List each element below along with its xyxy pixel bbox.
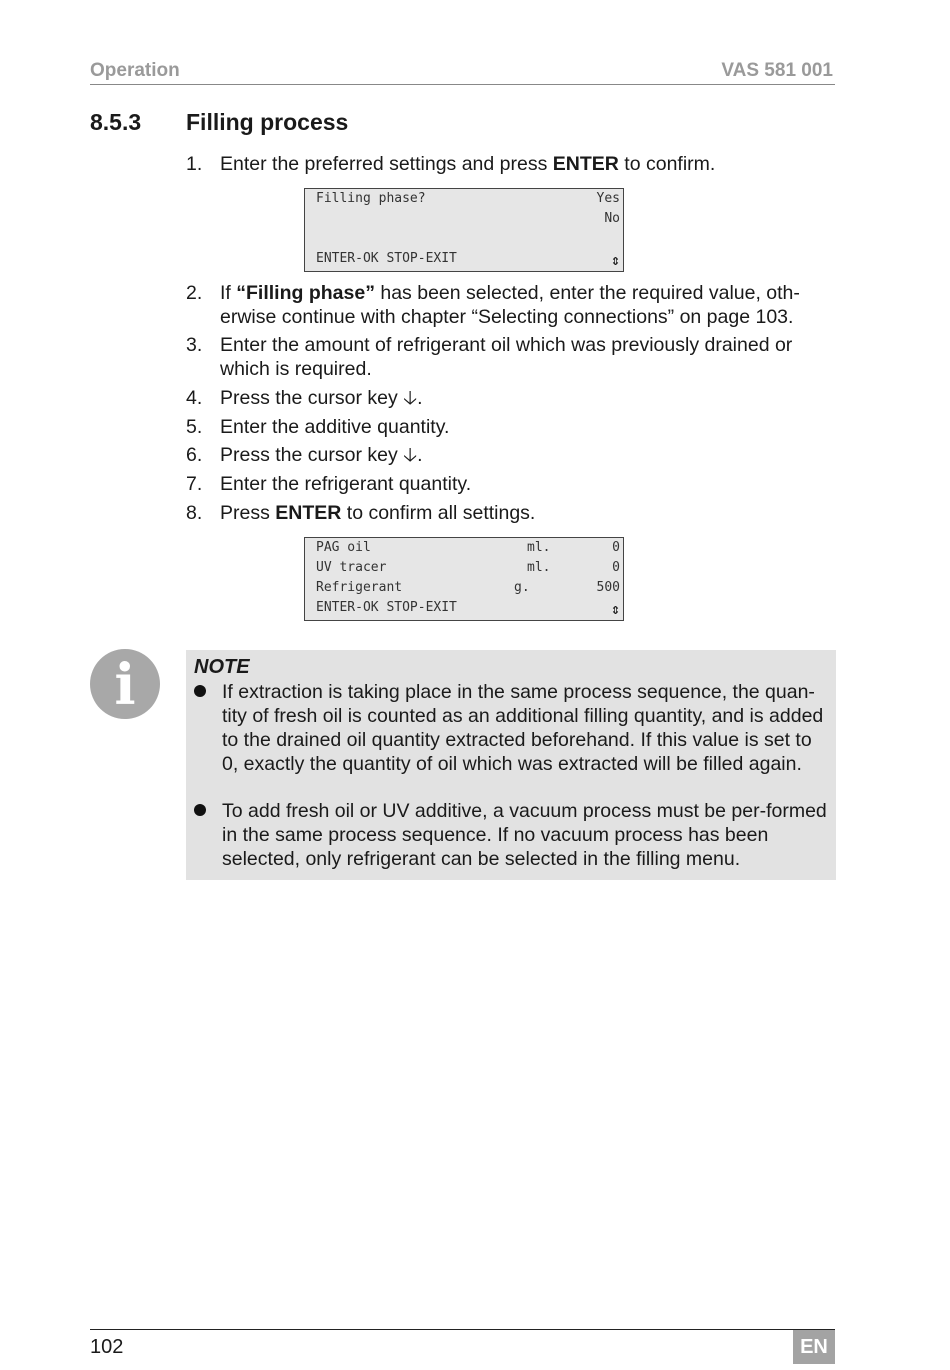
lcd-row: Refrigerant g. 500 [316,580,620,595]
language-badge: EN [793,1330,835,1364]
step-7: 7. Enter the refrigerant quantity. [186,473,472,495]
step-3: 3. Enter the amount of refrigerant oil which was previously drained or which is required. [186,334,793,380]
header-section: Operation [90,60,180,81]
note-title: NOTE [194,656,250,678]
note-bullet: If extraction is taking place in the same process sequence, the quan-tity of fresh oil is counted as an additional filling quantity, and is added to the drained oil quantity extracted beforehand. If this value is set to 0, exactly the quantity of oil which was extracted will be filled again. [194,680,830,776]
bullet-icon [194,685,206,697]
step-5: 5. Enter the additive quantity. [186,416,450,438]
step-8: 8. Press ENTER to confirm all settings. [186,502,536,524]
up-down-arrow-icon: ⇕ [610,251,620,269]
info-icon: i [90,649,160,719]
note-bullet: To add fresh oil or UV additive, a vacuum process must be per-formed in the same process sequence. If no vacuum process has been selected, only refrigerant can be selected in the filling menu. [194,799,830,871]
header-model: VAS 581 001 [721,60,833,81]
step-2: 2. If “Filling phase” has been selected, enter the required value, oth-erwise continue with chapter “Selecting connections” on page 103. [186,282,800,328]
lcd-row: Filling phase? Yes [316,191,620,206]
footer-divider [90,1329,835,1330]
step-6: 6. Press the cursor key 🡣. [186,444,423,466]
step-4: 4. Press the cursor key 🡣. [186,387,423,409]
lcd-row: No [604,211,620,226]
page-number: 102 [90,1336,124,1358]
lcd-filling-phase [304,188,624,272]
note-box [186,650,836,880]
lcd-footer: ENTER-OK STOP-EXIT [316,600,457,615]
lcd-row: UV tracer ml. 0 [316,560,620,575]
section-number: 8.5.3 [90,109,142,135]
bullet-icon [194,804,206,816]
lcd-quantities [304,537,624,621]
section-title: Filling process [186,109,349,135]
lcd-row: PAG oil ml. 0 [316,540,620,555]
up-down-arrow-icon: ⇕ [610,600,620,618]
step-1: 1. Enter the preferred settings and press ENTER to confirm. [186,153,716,175]
lcd-footer: ENTER-OK STOP-EXIT [316,251,457,266]
page-header [90,58,835,85]
